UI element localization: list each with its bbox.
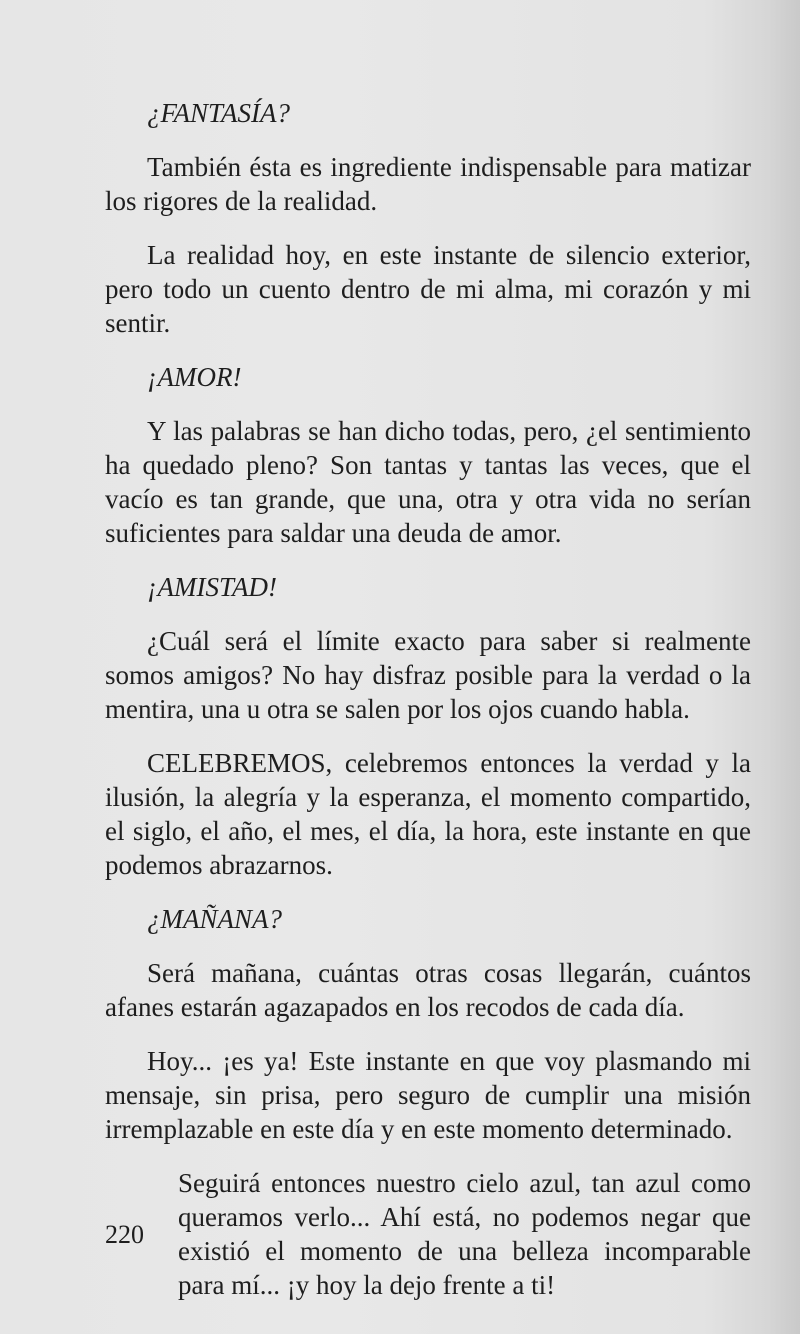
- section-heading-amor: ¡AMOR!: [147, 362, 242, 392]
- paragraph-amor: Y las palabras se han dicho todas, pero, ¿el sentimiento ha quedado pleno? Son tantas y tantas las veces, que el vacío es tan grande, que una, otra y otra vida no serían suficientes para saldar una deuda de amor.: [105, 416, 751, 548]
- page-number: 220: [105, 1220, 144, 1249]
- indented-paragraph-cielo: Seguirá entonces nuestro cielo azul, tan azul como queramos verlo... Ahí está, no podemos negar que existió el momento de una belleza incomparable para mí... ¡y hoy la dejo frente a ti!: [178, 1168, 751, 1300]
- paragraph-celebremos: CELEBREMOS, celebremos entonces la verdad y la ilusión, la alegría y la esperanza, el momento compartido, el siglo, el año, el mes, el día, la hora, este instante en que podemos abrazarnos.: [105, 748, 751, 880]
- paragraph-amistad: ¿Cuál será el límite exacto para saber si realmente somos amigos? No hay disfraz posible para la verdad o la mentira, una u otra se salen por los ojos cuando habla.: [105, 626, 751, 724]
- page-text: [105, 96, 751, 1302]
- section-heading-fantasia: ¿FANTASÍA?: [147, 98, 291, 128]
- paragraph-manana: Será mañana, cuántas otras cosas llegarán, cuántos afanes estarán agazapados en los recodos de cada día.: [105, 958, 751, 1022]
- section-heading-manana: ¿MAÑANA?: [147, 904, 282, 934]
- paragraph-fantasia: También ésta es ingrediente indispensable para matizar los rigores de la realidad.: [105, 152, 751, 216]
- paragraph-realidad: La realidad hoy, en este instante de silencio exterior, pero todo un cuento dentro de mi alma, mi corazón y mi sentir.: [105, 240, 751, 338]
- paragraph-hoy: Hoy... ¡es ya! Este instante en que voy plasmando mi mensaje, sin prisa, pero seguro de cumplir una misión irremplazable en este día y en este momento determinado.: [105, 1046, 751, 1144]
- section-heading-amistad: ¡AMISTAD!: [147, 572, 277, 602]
